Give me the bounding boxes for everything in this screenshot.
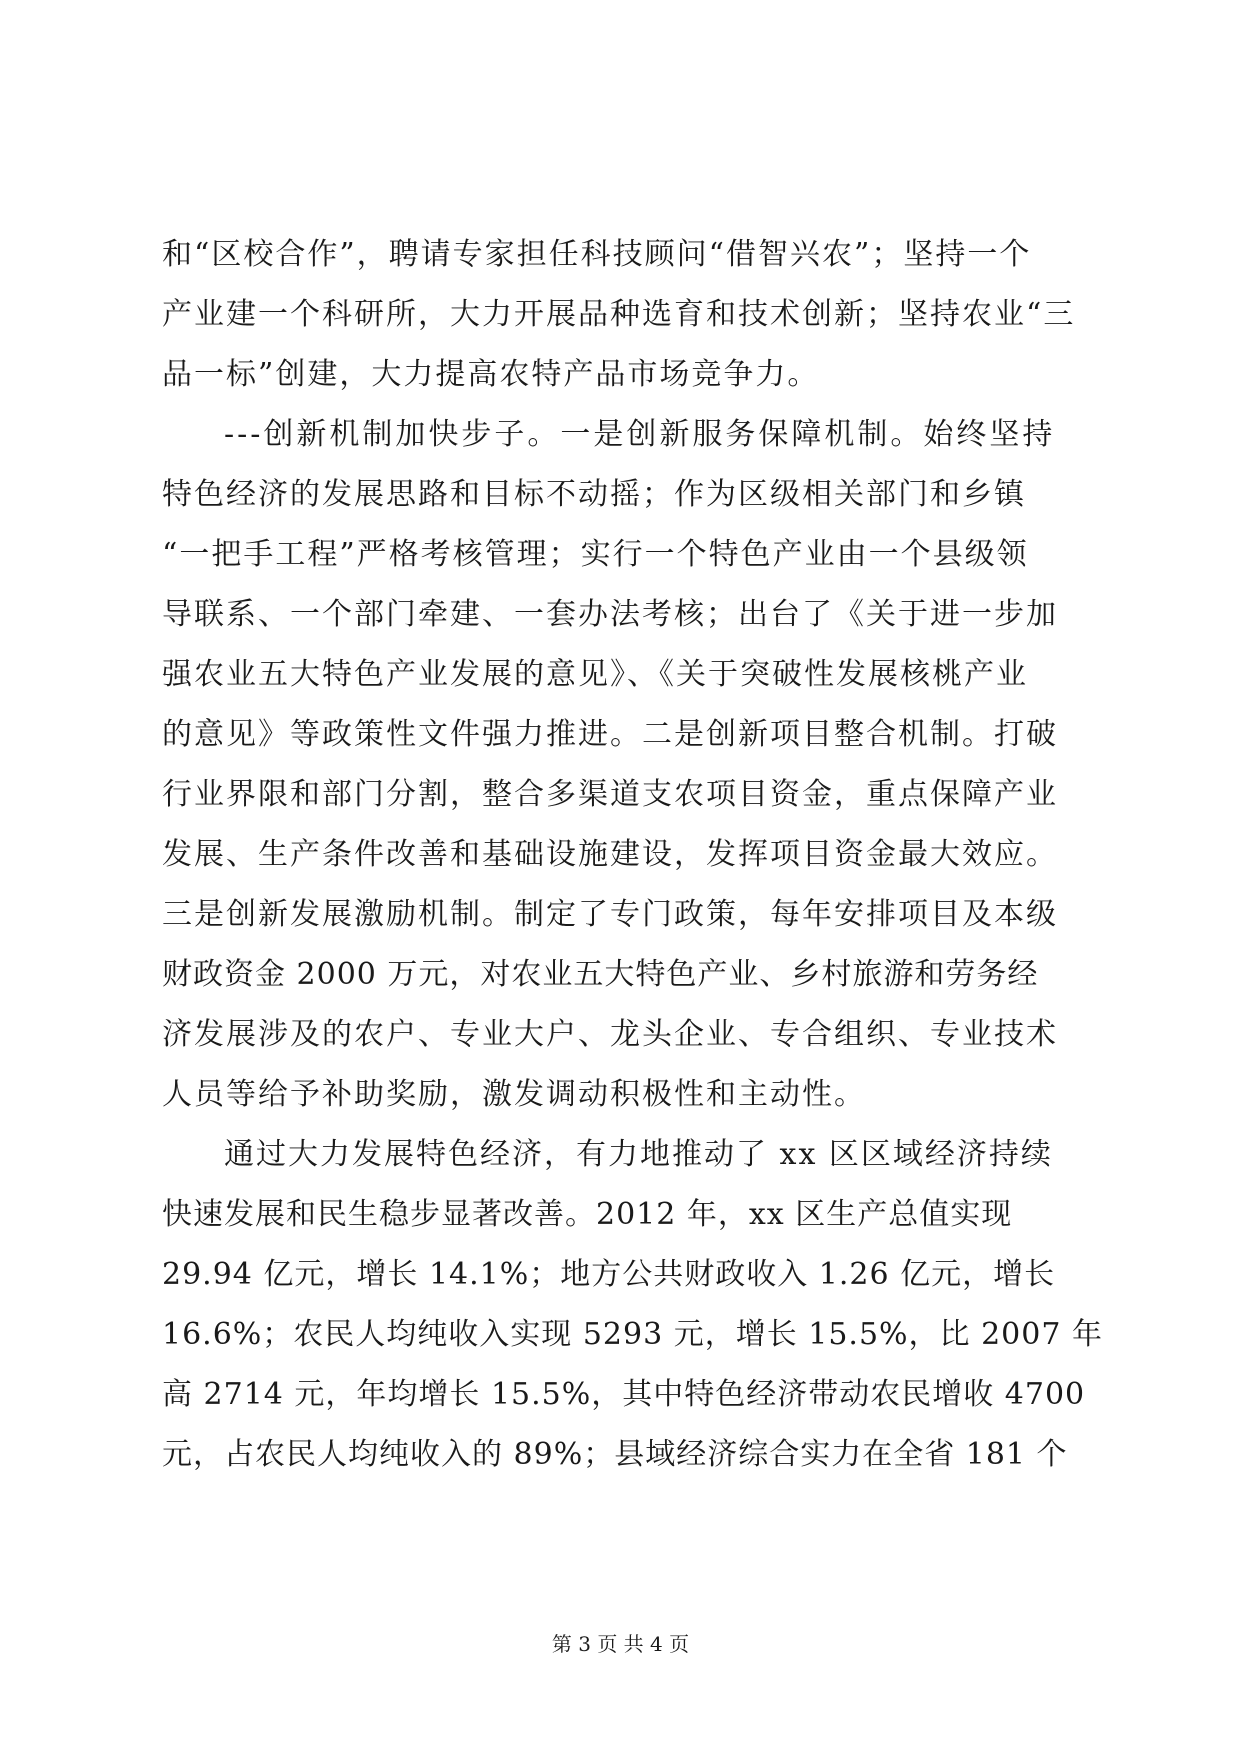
text-line: 发展、生产条件改善和基础设施建设，发挥项目资金最大效应。 [162, 837, 1058, 872]
text-line: 高 2714 元，年均增长 15.5%，其中特色经济带动农民增收 4700 [162, 1377, 1086, 1412]
body-text [162, 225, 1103, 1485]
text-line: “一把手工程”严格考核管理；实行一个特色产业由一个县级领 [162, 537, 1029, 572]
text-line: 的意见》等政策性文件强力推进。二是创新项目整合机制。打破 [162, 717, 1058, 752]
text-line: 财政资金 2000 万元，对农业五大特色产业、乡村旅游和劳务经 [162, 957, 1039, 992]
text-line: 三是创新发展激励机制。制定了专门政策，每年安排项目及本级 [162, 897, 1058, 932]
page-number-footer: 第 3 页 共 4 页 [551, 1632, 690, 1656]
text-line: 强农业五大特色产业发展的意见》、《关于突破性发展核桃产业 [162, 657, 1028, 692]
text-line: ---创新机制加快步子。一是创新服务保障机制。始终坚持 [224, 417, 1056, 452]
text-line: 导联系、一个部门牵建、一套办法考核；出台了《关于进一步加 [162, 597, 1058, 632]
text-line: 16.6%；农民人均纯收入实现 5293 元，增长 15.5%，比 2007 年 [162, 1317, 1103, 1352]
text-line: 济发展涉及的农户、专业大户、龙头企业、专合组织、专业技术 [162, 1017, 1058, 1052]
text-line: 行业界限和部门分割，整合多渠道支农项目资金，重点保障产业 [162, 777, 1058, 812]
text-line: 通过大力发展特色经济，有力地推动了 xx 区区域经济持续 [224, 1137, 1053, 1172]
text-line: 品一标”创建，大力提高农特产品市场竞争力。 [162, 357, 820, 392]
text-line: 人员等给予补助奖励，激发调动积极性和主动性。 [162, 1077, 866, 1112]
text-line: 快速发展和民生稳步显著改善。2012 年，xx 区生产总值实现 [162, 1197, 1013, 1232]
text-line: 产业建一个科研所，大力开展品种选育和技术创新；坚持农业“三 [162, 297, 1076, 332]
text-line: 元，占农民人均纯收入的 89%；县域经济综合实力在全省 181 个 [162, 1437, 1068, 1472]
text-line: 特色经济的发展思路和目标不动摇；作为区级相关部门和乡镇 [162, 477, 1026, 512]
text-line: 29.94 亿元，增长 14.1%；地方公共财政收入 1.26 亿元，增长 [162, 1257, 1056, 1292]
text-line: 和“区校合作”，聘请专家担任科技顾问“借智兴农”；坚持一个 [162, 237, 1032, 272]
